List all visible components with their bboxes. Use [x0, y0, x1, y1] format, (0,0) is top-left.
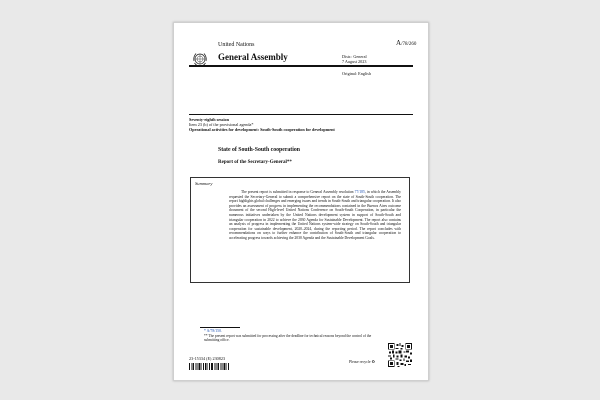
- summary-label: Summary: [195, 181, 213, 186]
- header-rule: [189, 65, 413, 67]
- footnote-2: ** The present report was submitted for processing after the deadline for technical reasons beyond the control of the submitting office.: [204, 334, 372, 343]
- agenda-item: Item 23 (b) of the provisional agenda*: [189, 122, 254, 127]
- document-page: [173, 22, 429, 381]
- session-rule: [189, 114, 413, 115]
- original-language: Original: English: [342, 71, 371, 76]
- summary-text-start: The present report is submitted in response to General Assembly resolution: [241, 190, 355, 194]
- qr-code-icon: [388, 343, 412, 367]
- document-symbol: [396, 39, 416, 47]
- document-title: State of South-South cooperation: [218, 147, 300, 153]
- summary-text-rest: , in which the Assembly requested the Secretary-General to submit a comprehensive report on the state of South-South cooperation. The report highlights global challenges and emerging issues and trends in South-South and triangular cooperation. It also provides an assessment of progress in implementing the recommendations contained in the Buenos Aires outcome document of the second High-level United Nations Conference on South-South Cooperation, in particular the numerous initiatives undertaken by the United Nations development system in support of South-South and triangular cooperation in 2022 to achieve the 2030 Agenda for Sustainable Development. The report also contains an analysis of progress in implementing the United Nations system-wide strategy on South-South and triangular cooperation for sustainable development, 2020–2024, during the reporting period. The report concludes with recommendations on ways to further enhance the contribution of South-South and triangular cooperation to accelerating progress towards achieving the 2030 Agenda and the Sustainable Development Goals.: [229, 190, 402, 240]
- session-line: Seventy-eighth session: [189, 117, 229, 122]
- summary-box: [190, 177, 410, 283]
- issue-date: 7 August 2023: [342, 59, 367, 65]
- distribution: Distr.: General: [342, 54, 367, 59]
- report-title: Report of the Secretary-General**: [218, 160, 292, 165]
- agenda-title: Operational activities for development: South-South cooperation for development: [189, 127, 335, 132]
- footnote-1[interactable]: * A/78/150.: [204, 329, 222, 333]
- resolution-link[interactable]: 77/185: [354, 190, 365, 194]
- symbol-rest: /78/260: [401, 42, 417, 47]
- body-title: General Assembly: [218, 52, 288, 62]
- session-block: [189, 117, 339, 132]
- symbol-prefix: A: [396, 39, 402, 47]
- document-number: 23-15334 (E) 230823: [189, 356, 226, 361]
- distribution-block: [342, 54, 367, 64]
- summary-text: [229, 190, 401, 241]
- barcode-icon: [189, 363, 229, 370]
- footnote-rule: [200, 327, 240, 328]
- recycle-note: Please recycle ♻: [349, 360, 375, 364]
- org-label: United Nations: [218, 42, 255, 48]
